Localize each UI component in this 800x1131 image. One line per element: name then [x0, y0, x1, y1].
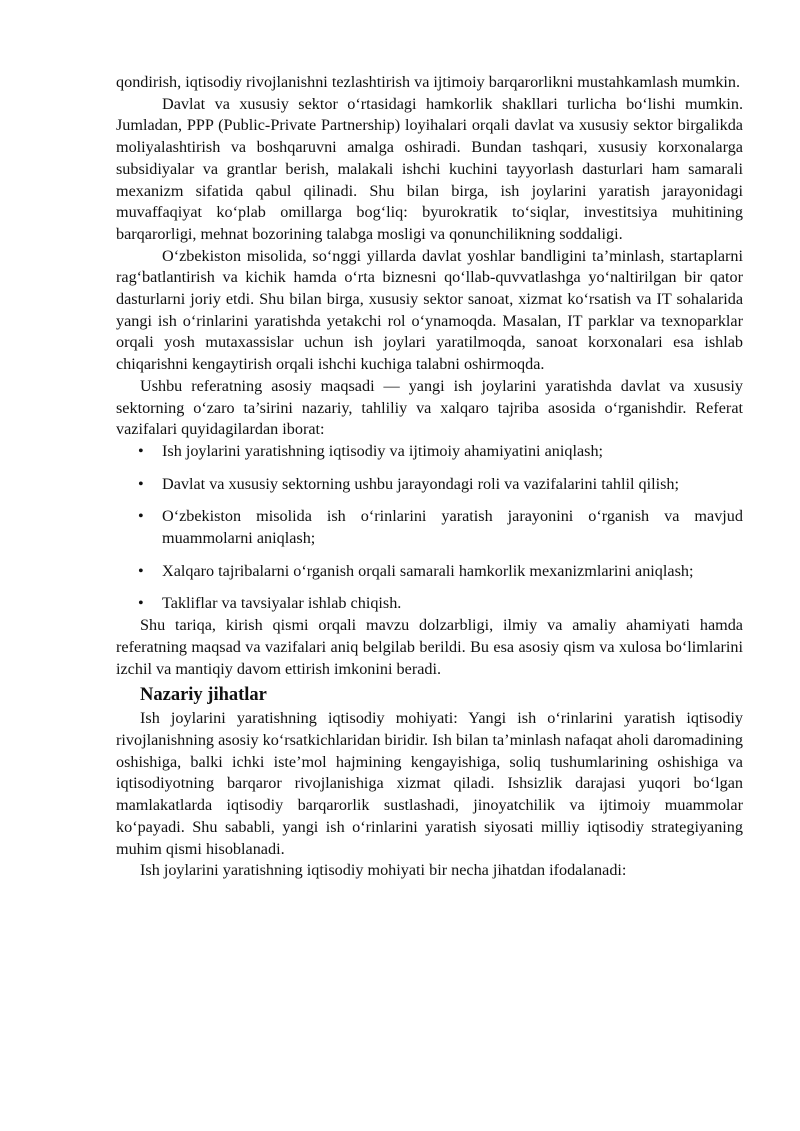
task-list-item: [116, 506, 743, 549]
task-text: Ish joylarini yaratishning iqtisodiy va ijtimoiy ahamiyatini aniqlash;: [162, 441, 604, 460]
paragraph-conclusion: Shu tariqa, kirish qismi orqali mavzu dolzarbligi, ilmiy va amaliy ahamiyati hamda referatning maqsad va vazifalari aniq belgilab berildi. Bu esa asosiy qism va xulosa bo‘limlarini izchil va mantiqiy davom ettirish imkonini beradi.: [116, 616, 743, 678]
section-heading: Nazariy jihatlar: [140, 685, 267, 706]
paragraph-partnership-forms: Davlat va xususiy sektor o‘rtasidagi hamkorlik shakllari turlicha bo‘lishi mumkin. Jumladan, PPP (Public-Private Partnership) loyihalari orqali davlat va xususiy sektor birgalikda moliyalashtirish va boshqaruvni amalga oshiradi. Bundan tashqari, xususiy korxonalarga subsidiyalar va grantlar berish, malakali ishchi kuchini tayyorlash dasturlari ham samarali mexanizm sifatida qabul qilinadi. Shu bilan birga, ish joylarini yaratish jarayonidagi muvaffaqiyat ko‘plab omillarga bog‘liq: byurokratik to‘siqlar, investitsiya muhitining barqarorligi, mehnat bozorining talabga mosligi va qonunchilikning soddaligi.: [116, 94, 743, 243]
task-text: Davlat va xususiy sektorning ushbu jarayondagi roli va vazifalarini tahlil qilish;: [162, 474, 679, 493]
task-list-item: [116, 593, 743, 615]
paragraph-continuation: qondirish, iqtisodiy rivojlanishni tezlashtirish va ijtimoiy barqarorlikni mustahkamlash mumkin.: [116, 73, 741, 91]
bullet-icon: •: [138, 441, 144, 460]
task-text: Xalqaro tajribalarni o‘rganish orqali samarali hamkorlik mexanizmlarini aniqlash;: [162, 561, 694, 580]
bullet-icon: •: [138, 594, 144, 613]
paragraph-aspects-intro: Ish joylarini yaratishning iqtisodiy mohiyati bir necha jihatdan ifodalanadi:: [140, 861, 627, 880]
bullet-icon: •: [138, 561, 144, 580]
paragraph-economic-essence: Ish joylarini yaratishning iqtisodiy mohiyati: Yangi ish o‘rinlarini yaratish iqtisodiy rivojlanishning asosiy ko‘rsatkichlaridan biridir. Ish bilan ta’minlash nafaqat aholi daromadining oshishiga, balki ichki iste’mol hajmining kengayishiga, soliq tushumlarining oshishiga va iqtisodiyotning barqaror rivojlanishiga xizmat qiladi. Ishsizlik darajasi yuqori bo‘lgan mamlakatlarda iqtisodiy barqarorlik sustlashadi, jinoyatchilik va ijtimoiy muammolar ko‘payadi. Shu sababli, yangi ish o‘rinlarini yaratish siyosati milliy iqtisodiy strategiyaning muhim qismi hisoblanadi.: [116, 709, 743, 858]
bullet-icon: •: [138, 507, 144, 526]
task-text: O‘zbekiston misolida ish o‘rinlarini yaratish jarayonini o‘rganish va mavjud muammolarni aniqlash;: [162, 507, 743, 548]
paragraph-uzbekistan-example: O‘zbekiston misolida, so‘nggi yillarda davlat yoshlar bandligini ta’minlash, startaplarni rag‘batlantirish va kichik hamda o‘rta biznesni qo‘llab-quvvatlashga yo‘naltirilgan bir qator dasturlarni joriy etdi. Shu bilan birga, xususiy sektor sanoat, xizmat ko‘rsatish va IT sohalarida yangi ish o‘rinlarini yaratishda yetakchi rol o‘ynamoqda. Masalan, IT parklar va texnoparklar orqali yosh mutaxassislar uchun ish joylari yaratilmoqda, sanoat korxonalari esa ishlab chiqarishni kengaytirish orqali ishchi kuchiga talabni oshirmoqda.: [116, 246, 743, 374]
task-list-item: [116, 441, 743, 463]
task-list-item: [116, 474, 743, 496]
paragraph-purpose: Ushbu referatning asosiy maqsadi — yangi ish joylarini yaratishda davlat va xususiy sektorning o‘zaro ta’sirini nazariy, tahliliy va xalqaro tajriba asosida o‘rganishdir. Referat vazifalari quyidagilardan iborat:: [116, 376, 743, 439]
bullet-icon: •: [138, 474, 144, 493]
task-list: [116, 441, 743, 615]
task-list-item: [116, 561, 743, 583]
task-text: Takliflar va tavsiyalar ishlab chiqish.: [162, 594, 402, 613]
